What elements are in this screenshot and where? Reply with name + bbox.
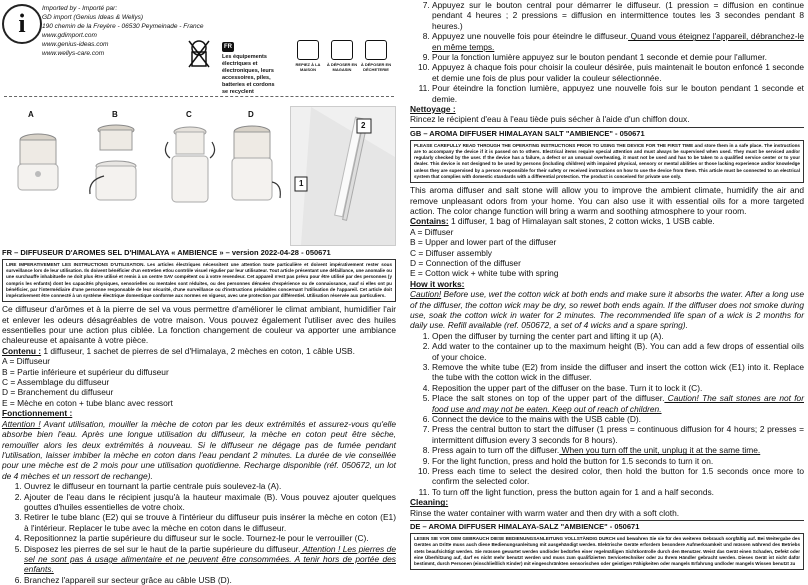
importer-line: www.wellys-care.com: [42, 50, 105, 57]
figure-label-a: A: [28, 110, 34, 119]
picto-recycling-center: [360, 40, 392, 72]
recycling-center-icon: [365, 40, 387, 60]
diffuser-c-image: [160, 122, 220, 208]
recycle-bin-icon: [186, 38, 212, 70]
section-divider: [410, 520, 804, 521]
figure-label-b: B: [112, 110, 118, 119]
fr-attention-label: Attention !: [2, 418, 41, 429]
fr-intro: Ce diffuseur d'arômes et à la pierre de sel va vous permettre d'améliorer le climat ambiant, humidifier l'air et enlever les odeurs désagréables de votre maison. Vous pouvez également l'utiliser avec des huiles essentielles pour une action plus ciblée. La fonction changement de couleur va apporter une ambiance chaleureuse et apaisante à votre pièce.: [2, 304, 396, 346]
importer-line: Imported by - Importé par:: [42, 5, 118, 12]
gb-step: 1. Open the diffuser by turning the center part and lifting it up (A).: [432, 331, 804, 341]
importer-block: [42, 4, 204, 58]
gb-step-caution: Caution! The salt stones are not for food use and may not be eaten. Keep out of reach of children.: [432, 393, 804, 414]
fr-part: C = Assemblage du diffuseur: [2, 377, 110, 388]
gb-part: B = Upper and lower part of the diffuser: [410, 237, 557, 248]
fr-step-caution: Attention ! Les pierres de sel ne sont pas à usage alimentaire et ne peuvent être consommées. A tenir hors de portée des enfants.: [24, 543, 396, 575]
fr-attention-text: Avant utilisation, mouiller la mèche de coton par les deux extrémités et assurez-vous qu'elle absorbe bien l'eau. Après une longue utilisation du diffuseur, la mèche en coton peut être sèche, remouiller alors les deux extrémités à nouveau. Si le diffuseur ne dégage pas de fumée pendant l'utilisation, laisser imbiber la mèche en coton dans l'eau pendant 2 minutes. La durée de vie conseillée pour une mèche est de 2 mois pour une utilisation quotidienne. Recharge disponible (réf. 050672, un lot de 4 mèches et un ressort de rechange).: [2, 418, 396, 481]
fr-cleaning-text: Rincez le récipient d'eau à l'eau tiède puis sécher à l'aide d'un chiffon doux.: [410, 114, 690, 125]
picto-label: REPIEZ À LA MAISON: [295, 62, 321, 72]
fr-step: [432, 31, 804, 52]
fr-title: FR – DIFFUSEUR D'AROMES SEL D'HIMALAYA « AMBIENCE » – version 2022-04-28 - 050671: [2, 248, 331, 257]
importer-line: GD import (Genius Ideas & Wellys): [42, 14, 144, 21]
diffuser-a-image: [8, 126, 68, 196]
fr-step: [24, 544, 396, 575]
callout-1: 1: [299, 179, 304, 188]
gb-part: D = Connection of the diffuser: [410, 257, 521, 268]
fr-step: 1. Ouvrez le diffuseur en tournant la partie centrale puis soulevez-la (A).: [24, 481, 396, 491]
gb-caution: [410, 289, 804, 331]
fr-steps-continued: [410, 0, 804, 104]
fr-step-underlined: Quand vous éteignez l'appareil, débranchez-le en même temps.: [432, 31, 804, 52]
store-icon: [331, 40, 353, 60]
de-warning: LESEN SIE VOR DEM GEBRAUCH DIESE BEDIENUNGSANLEITUNG VOLLSTÄNDIG DURCH und bewahren Sie sie für den weiteren Gebrauch sorgfältig auf. Bei Weitergabe des Gerätes an Dritte muss auch diese Bedienungsanleitung mit ausgehändigt werden. Elektrische Geräte erfordern besondere Aufmerksamkeit und müssen während des Betriebs stets beaufsichtigt werden. Sie müssen gewartet werden und/oder bedürfen einer regelmäßigen Sichtkontrolle durch den Benutzer. Weist das Gerät einen Schaden, Defekt oder eine Überhitzung auf, darf es nicht mehr benutzt werden und muss zum qualifizierten Servicetechniker oder zu Ihrem Händler gebracht werden. Dieses Gerät ist nicht dafür bestimmt, durch Personen (einschließlich Kinder) mit eingeschränkten sensorischen oder geistigen Fähigkeiten oder mangels Erfahrung und/oder mangels Wissen benutzt zu: [410, 533, 804, 570]
fr-step-text: Disposez les pierres de sel sur le haut de la partie supérieure du diffuseur.: [24, 543, 301, 554]
fr-step-text: Appuyez une nouvelle fois pour éteindre le diffuseur.: [432, 31, 629, 42]
fr-step: 2. Ajouter de l'eau dans le récipient jusqu'à la hauteur maximale (B). Vous pouvez ajouter quelques gouttes d'huiles essentielles de votre choix.: [24, 492, 396, 513]
left-column: [0, 0, 398, 585]
gb-step: [432, 393, 804, 414]
picto-home: [292, 40, 324, 72]
figure-label-c: C: [186, 110, 192, 119]
gb-part: E = Cotton wick + white tube with spring: [410, 268, 559, 279]
wick-and-tube-photo: [290, 106, 396, 246]
gb-intro: This aroma diffuser and salt stone will allow you to improve the ambient climate, humidify the air and remove unpleasant odors from your home. You can also use it with essential oils for a more targeted action. The color change function will bring a warm and soothing atmosphere to your room.: [410, 185, 804, 216]
gb-section: [410, 129, 804, 518]
gb-step: 11. To turn off the light function, press the button again for 1 and a half seconds.: [432, 487, 804, 497]
gb-caution-label: Caution!: [410, 289, 442, 300]
section-divider: [410, 127, 804, 128]
fr-contents-label: Contenu :: [2, 345, 42, 356]
fr-part: E = Mèche en coton + tube blanc avec ressort: [2, 397, 173, 408]
gb-step: 9. For the light function, press and hold the button for 1.5 seconds to turn it on.: [432, 456, 804, 466]
fr-step: 10. Appuyez à chaque fois pour choisir la couleur désirée, puis maintenait le bouton enfoncé 1 seconde et demie une fois de plus pour valider la couleur sélectionnée.: [432, 62, 804, 83]
picto-store: [326, 40, 358, 72]
gb-part: C = Diffuser assembly: [410, 247, 492, 258]
wick-and-tube-drawing: [291, 107, 395, 245]
fr-step: 11. Pour éteindre la fonction lumière, appuyez une nouvelle fois sur le bouton pendant 1 seconde et demie.: [432, 83, 804, 104]
fr-contents: [2, 346, 396, 356]
picto-label: À DÉPOSER EN DÉCHETERIE: [360, 62, 392, 72]
home-icon: [297, 40, 319, 60]
fr-func-label: Fonctionnement :: [2, 408, 73, 419]
fr-steps: [2, 481, 396, 585]
fr-warning: LIRE IMPERATIVEMENT LES INSTRUCTIONS D'UTILISATION. Les articles électriques nécessitent une attention toute particulière et doivent impérativement rester sous surveillance lors de leur utilisation. Ils doivent bénéficier d'un entretien et/ou contrôle visuel régulier par leur utilisateur. Tout article présentant une défaillance, une anomalie ou une surchauffe inhabituelle ne doit plus être utilisé et remis à un centre SAV compétent ou à votre revendeur. Cet appareil n'est pas prévu pour être utilisé par des personnes (y compris les enfants) dont les capacités physiques, sensorielles ou mentales sont réduites, ou des personnes dénuées d'expérience ou de connaissance, sauf si elles ont pu bénéficier, par l'intermédiaire d'une personne responsable de leur sécurité, d'une surveillance ou d'instructions préalables concernant l'utilisation de l'appareil. Cet article doit impérativement être connecté à un système électrique domestique conforme aux normes en vigueur, avec une protection par différentiel. Utilisation réservée aux particuliers.: [2, 259, 396, 302]
gb-step-underlined: When you turn off the unit, unplug it at the same time.: [559, 445, 761, 456]
fr-step: 3. Retirer le tube blanc (E2) qui se trouve à l'intérieur du diffuseur puis insérer la mèche en coton (E1) à l'intérieur. Replacer le tube avec la mèche en coton dans le diffuseur.: [24, 512, 396, 533]
callout-2: 2: [361, 121, 366, 130]
fr-section: [0, 248, 398, 585]
gb-how-label: How it works:: [410, 278, 465, 289]
header: [0, 0, 398, 100]
figure-label-d: D: [248, 110, 254, 119]
gb-step: 6. Connect the device to the mains with the USB cable (D).: [432, 414, 804, 424]
gb-step: 10. Press each time to select the desired color, then hold the button for 1.5 seconds once more to confirm the selected color.: [432, 466, 804, 487]
gb-step: 3. Remove the white tube (E2) from inside the diffuser and insert the cotton wick (E1) into it. Replace the tube with the cotton wick in the diffuser.: [432, 362, 804, 383]
gb-step: [432, 445, 804, 455]
gb-cleaning-text: Rinse the water container with warm water and then dry with a soft cloth.: [410, 507, 680, 518]
gb-step-text: Press again to turn off the diffuser.: [432, 445, 560, 456]
gb-contents: [410, 216, 804, 226]
gb-step-text: Place the salt stones on top of the upper part of the diffuser.: [432, 393, 665, 404]
fr-cleaning-label: Nettoyage :: [410, 104, 456, 115]
gb-part: A = Diffuser: [410, 226, 454, 237]
gb-contents-label: Contains:: [410, 216, 449, 227]
gb-contents-text: 1 diffuser, 1 bag of Himalayan salt stones, 2 cotton wicks, 1 USB cable.: [448, 216, 715, 227]
fr-step: 7. Appuyez sur le bouton central pour démarrer le diffuseur. (1 pression = diffusion en continue pendant 4 heures ; 2 pressions = diffusion en intermittence toutes les 3 secondes pendant 8 heures.): [432, 0, 804, 31]
figures: [0, 100, 398, 248]
gb-steps: [410, 331, 804, 498]
fr-attention: [2, 419, 396, 481]
gb-step: 2. Add water to the container up to the maximum height (B). You can add a few drops of essential oils of your choice.: [432, 341, 804, 362]
fr-contents-text: 1 diffuseur, 1 sachet de pierres de sel d'Himalaya, 2 mèches en coton, 1 câble USB.: [41, 345, 355, 356]
picto-label: À DÉPOSER EN MAGASIN: [326, 62, 358, 72]
right-column: [410, 0, 804, 569]
fr-badge: FR: [224, 44, 232, 50]
fr-part: A = Diffuseur: [2, 356, 51, 367]
weee-text: Les équipements électriques et électroniques, leurs accessoires, piles, batteries et cordons se recyclent: [222, 54, 275, 95]
gb-step: 4. Reposition the upper part of the diffuser on the base. Turn it to lock it (C).: [432, 383, 804, 393]
importer-line: www.genius-ideas.com: [42, 41, 109, 48]
info-icon: i: [2, 4, 42, 44]
importer-line: 190 chemin de la Freyère - 06530 Peymeinade - France: [42, 23, 204, 30]
fr-part: B = Partie inférieure et supérieur du diffuseur: [2, 366, 169, 377]
de-section: [410, 522, 804, 570]
fr-step: 6. Branchez l'appareil sur secteur grâce au câble USB (D).: [24, 575, 396, 585]
diffuser-d-image: [222, 122, 284, 208]
gb-warning: PLEASE CAREFULLY READ THROUGH THE OPERATING INSTRUCTIONS PRIOR TO USING THE DEVICE FOR THE FIRST TIME and store them in a safe place. The instructions are to accompany the device if it is passed on to others. Electrical items require special attention and must always be supervised when used. They must be serviced and/or regularly checked by the user. If the device has a failure, a defect or an unusual overheating, it must not be used and has to be taken to a qualified service center or to your dealer. This device is not designed to be used by persons (including children) with impaired physical, sensory or mental abilities or those lacking experience and/or knowledge unless they are supervised by a person responsible for their safety or received instructions on how to use the device from them. This article must be connected to an electrical system that complies with domestic standards with a differential protection. The product is conceived for private use only.: [410, 140, 804, 183]
de-title: DE – AROMA DIFFUSER HIMALAYA-SALZ "AMBIENCE" - 050671: [410, 522, 640, 532]
gb-title: GB – AROMA DIFFUSER HIMALAYAN SALT "AMBIENCE" - 050671: [410, 128, 645, 138]
fr-step: 4. Repositionnez la partie supérieure du diffuseur sur le socle. Tournez-le pour le verrouiller (C).: [24, 533, 396, 543]
gb-step: 7. Press the central button to start the diffuser (1 press = continuous diffusion for 4 hours; 2 presses = intermittent diffusion every 3 seconds for 8 hours).: [432, 424, 804, 445]
gb-cleaning-label: Cleaning:: [410, 497, 449, 508]
diffuser-b-image: [84, 122, 146, 208]
fr-step: 9. Pour la fonction lumière appuyez sur le bouton pendant 1 seconde et demie pour l'allumer.: [432, 52, 804, 62]
fr-part: D = Branchement du diffuseur: [2, 387, 114, 398]
gb-caution-text: Before use, wet the cotton wick at both ends and make sure it absorbs the water. After a long use of the diffuser, the cotton wick may be dry, so rewet both ends again. If the diffuser does not smoke during use, soak the cotton wick in water for 2 minutes. The recommended life span of a wick is 2 months for daily use. Refill available (ref. 050672, a set of 4 wicks and a spare spring).: [410, 289, 804, 331]
importer-line: www.gdimport.com: [42, 32, 97, 39]
cut-line: [4, 96, 394, 97]
